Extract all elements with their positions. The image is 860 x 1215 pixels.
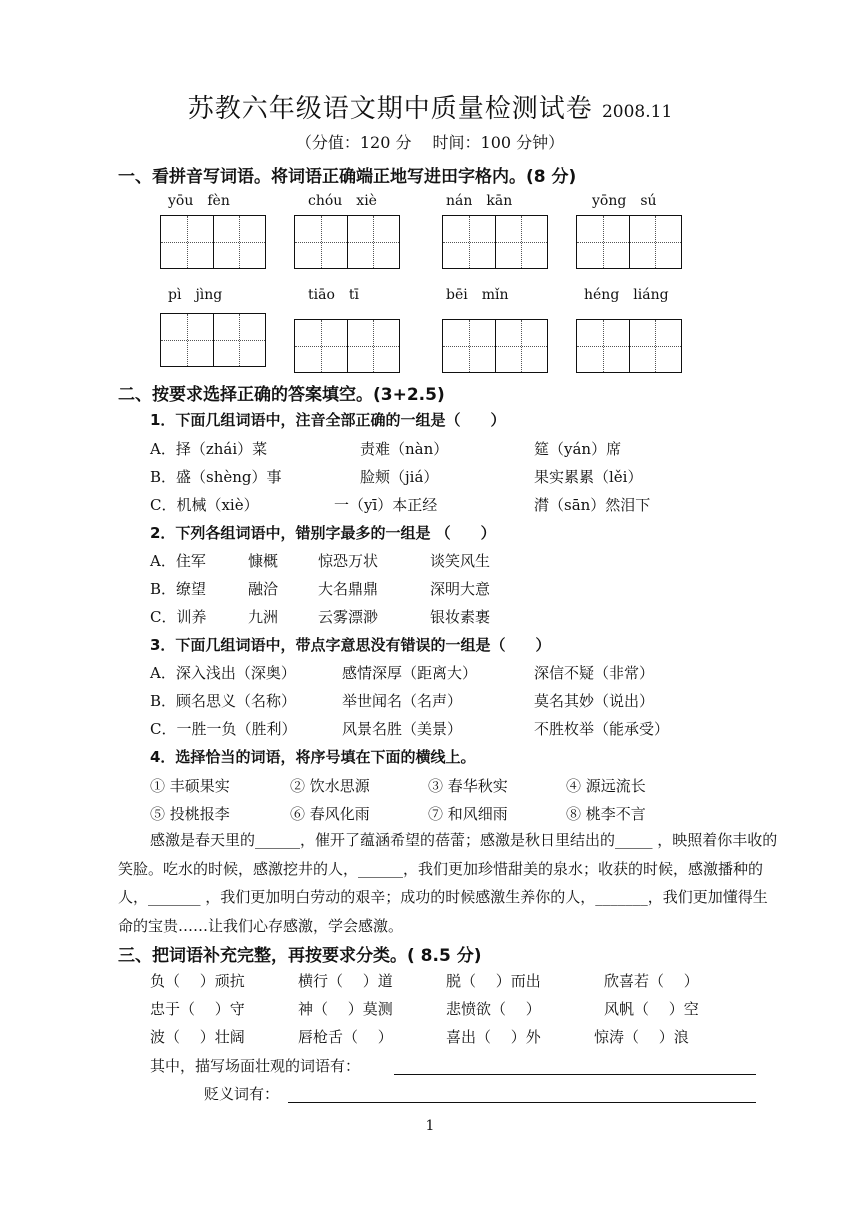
q3-c1: C．一胜一负（胜利） xyxy=(150,720,297,738)
tianzige-box[interactable] xyxy=(442,215,548,269)
tianzige-box[interactable] xyxy=(160,215,266,269)
q4-opt4: ④ 源远流长 xyxy=(566,777,646,795)
s3-r3-3[interactable]: 喜出（ ）外 xyxy=(446,1028,541,1046)
q2-b2: 融洽 xyxy=(248,580,279,598)
q1-c3: 潸（sān）然泪下 xyxy=(534,496,651,514)
title-date: 2008.11 xyxy=(601,102,673,122)
tianzige-box[interactable] xyxy=(294,215,400,269)
q1-b2: 脸颊（jiá） xyxy=(360,468,439,486)
q2-a2: 慷概 xyxy=(248,552,279,570)
q1-c1: C．机械（xiè） xyxy=(150,496,259,514)
q1-b3: 果实累累（lěi） xyxy=(534,468,643,486)
q2-a1: A．住军 xyxy=(150,552,206,570)
q2-b4: 深明大意 xyxy=(430,580,491,598)
s3-r3-1[interactable]: 波（ ）壮阔 xyxy=(150,1028,245,1046)
tianzige-box[interactable] xyxy=(160,313,266,367)
s3-r1-2[interactable]: 横行（ ）道 xyxy=(298,972,393,990)
q4-stem: 4．选择恰当的词语，将序号填在下面的横线上。 xyxy=(150,748,476,766)
q2-c2: 九洲 xyxy=(248,608,279,626)
page-number: 1 xyxy=(425,1118,435,1134)
q4-opt2: ② 饮水思源 xyxy=(290,777,370,795)
q4-opt5: ⑤ 投桃报李 xyxy=(150,805,230,823)
q3-b1: B．顾名思义（名称） xyxy=(150,692,297,710)
classify-scene-blank[interactable] xyxy=(394,1074,756,1075)
q3-b2: 举世闻名（名声） xyxy=(342,692,463,710)
classify-scene-label: 其中，描写场面壮观的词语有： xyxy=(150,1057,361,1075)
q1-stem: 1．下面几组词语中，注音全部正确的一组是（ ） xyxy=(150,411,506,429)
tianzige-box[interactable] xyxy=(576,215,682,269)
classify-derogatory-blank[interactable] xyxy=(288,1102,756,1103)
q1-a1: A．择（zhái）菜 xyxy=(150,440,268,458)
q2-stem: 2．下列各组词语中，错别字最多的一组是 （ ） xyxy=(150,524,496,542)
q4-opt3: ③ 春华秋实 xyxy=(428,777,508,795)
s3-r1-1[interactable]: 负（ ）顽抗 xyxy=(150,972,245,990)
q2-a3: 惊恐万状 xyxy=(318,552,379,570)
tianzige-box[interactable] xyxy=(294,319,400,373)
section3-heading: 三、把词语补充完整，再按要求分类。( 8.5 分) xyxy=(118,946,482,966)
q3-a2: 感情深厚（距离大） xyxy=(342,664,478,682)
pinyin-1: yōu fèn xyxy=(168,193,230,209)
q4-opt6: ⑥ 春风化雨 xyxy=(290,805,370,823)
q3-a1: A．深入浅出（深奥） xyxy=(150,664,296,682)
pinyin-2: chóu xiè xyxy=(308,193,377,209)
pinyin-3: nán kān xyxy=(446,193,513,209)
classify-derogatory-label: 贬义词有： xyxy=(204,1085,280,1103)
pinyin-4: yōng sú xyxy=(592,193,657,209)
q1-c2: 一（yī）本正经 xyxy=(334,496,438,514)
s3-r2-1[interactable]: 忠于（ ）守 xyxy=(150,1000,245,1018)
q4-opt8: ⑧ 桃李不言 xyxy=(566,805,646,823)
q2-a4: 谈笑风生 xyxy=(430,552,491,570)
q3-b3: 莫名其妙（说出） xyxy=(534,692,655,710)
title-text: 苏教六年级语文期中质量检测试卷 xyxy=(187,94,593,124)
section1-heading: 一、看拼音写词语。将词语正确端正地写进田字格内。(8 分) xyxy=(118,167,577,187)
q3-c2: 风景名胜（美景） xyxy=(342,720,463,738)
q4-paragraph[interactable]: 感激是春天里的______，催开了蕴涵希望的蓓蕾；感激是秋日里结出的_____ ，映照着你丰收的笑脸。吃水的时候，感激挖井的人，______，我们更加珍惜甜美的泉水；收获的时候，感激播种的人，_______ ，我们更加明白劳动的艰辛；成功的时候感激生养你的人，_______，我们更加懂得生命的宝贵……让我们心存感激，学会感激。 xyxy=(118,831,778,935)
s3-r2-2[interactable]: 神（ ）莫测 xyxy=(298,1000,393,1018)
q4-opt1: ① 丰硕果实 xyxy=(150,777,230,795)
q3-stem: 3．下面几组词语中，带点字意思没有错误的一组是（ ） xyxy=(150,636,551,654)
pinyin-5: pì jìng xyxy=(168,287,223,303)
s3-r2-4[interactable]: 风帆（ ）空 xyxy=(604,1000,699,1018)
pinyin-7: bēi mǐn xyxy=(446,287,509,303)
q1-a2: 责难（nàn） xyxy=(360,440,449,458)
tianzige-box[interactable] xyxy=(442,319,548,373)
q1-b1: B．盛（shèng）事 xyxy=(150,468,282,486)
q3-c3: 不胜枚举（能承受） xyxy=(534,720,670,738)
pinyin-8: héng liáng xyxy=(584,287,669,303)
page-subtitle: （分值：120 分 时间：100 分钟） xyxy=(295,133,565,152)
q1-a3: 筵（yán）席 xyxy=(534,440,622,458)
s3-r3-4[interactable]: 惊涛（ ）浪 xyxy=(594,1028,689,1046)
s3-r1-3[interactable]: 脱（ ）而出 xyxy=(446,972,541,990)
s3-r1-4[interactable]: 欣喜若（ ） xyxy=(604,972,699,990)
q4-opt7: ⑦ 和风细雨 xyxy=(428,805,508,823)
q2-c3: 云雾漂渺 xyxy=(318,608,379,626)
pinyin-6: tiāo tī xyxy=(308,287,359,303)
tianzige-box[interactable] xyxy=(576,319,682,373)
q3-a3: 深信不疑（非常） xyxy=(534,664,655,682)
q2-b3: 大名鼎鼎 xyxy=(318,580,379,598)
q2-c1: C．训养 xyxy=(150,608,207,626)
q2-c4: 银妆素裹 xyxy=(430,608,491,626)
page-title xyxy=(0,88,860,125)
s3-r3-2[interactable]: 唇枪舌（ ） xyxy=(298,1028,393,1046)
s3-r2-3[interactable]: 悲愤欲（ ） xyxy=(446,1000,541,1018)
q2-b1: B．缭望 xyxy=(150,580,207,598)
section2-heading: 二、按要求选择正确的答案填空。(3+2.5) xyxy=(118,385,445,405)
